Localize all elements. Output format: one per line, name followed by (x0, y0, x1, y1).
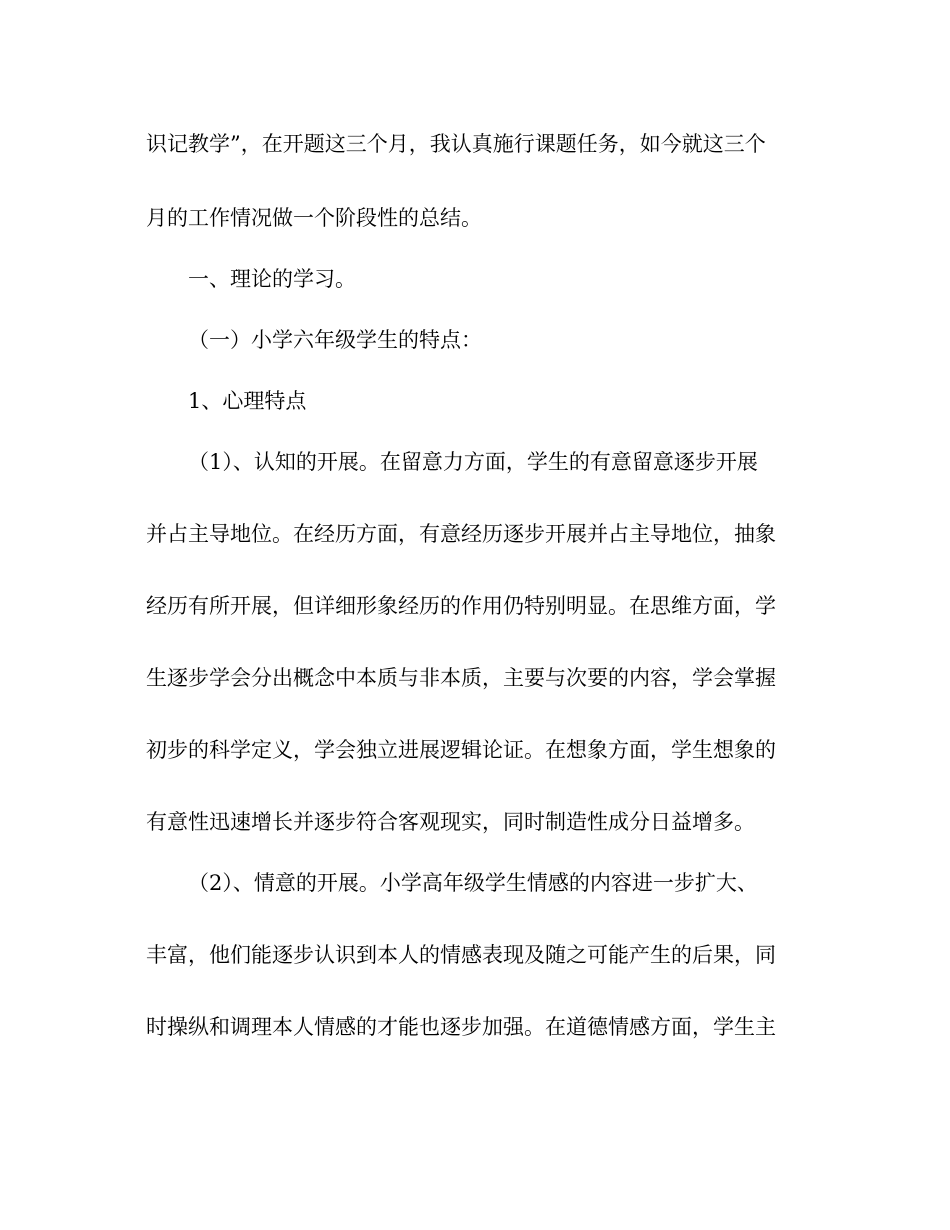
text-line: 月的工作情况做一个阶段性的总结。 (146, 206, 482, 230)
paragraph-first-line: （1）、认知的开展。在留意力方面，学生的有意留意逐步开展 (188, 450, 758, 474)
subsection-heading: 1、心理特点 (188, 389, 307, 413)
subsection-heading: （一）小学六年级学生的特点： (188, 328, 482, 352)
text-line: 生逐步学会分出概念中本质与非本质，主要与次要的内容，学会掌握 (146, 666, 776, 690)
text-line: 初步的科学定义，学会独立进展逻辑论证。在想象方面，学生想象的 (146, 738, 776, 762)
text-line: 有意性迅速增长并逐步符合客观现实，同时制造性成分日益增多。 (146, 810, 755, 834)
text-line: 丰富，他们能逐步认识到本人的情感表现及随之可能产生的后果，同 (146, 943, 776, 967)
text-line: 经历有所开展，但详细形象经历的作用仍特别明显。在思维方面，学 (146, 594, 776, 618)
text-line: 并占主导地位。在经历方面，有意经历逐步开展并占主导地位，抽象 (146, 522, 776, 546)
section-heading: 一、理论的学习。 (188, 267, 356, 291)
paragraph-first-line: （2）、情意的开展。小学高年级学生情感的内容进一步扩大、 (188, 871, 758, 895)
text-line: 时操纵和调理本人情感的才能也逐步加强。在道德情感方面，学生主 (146, 1015, 776, 1039)
text-line: 识记教学”，在开题这三个月，我认真施行课题任务，如今就这三个 (146, 132, 766, 156)
